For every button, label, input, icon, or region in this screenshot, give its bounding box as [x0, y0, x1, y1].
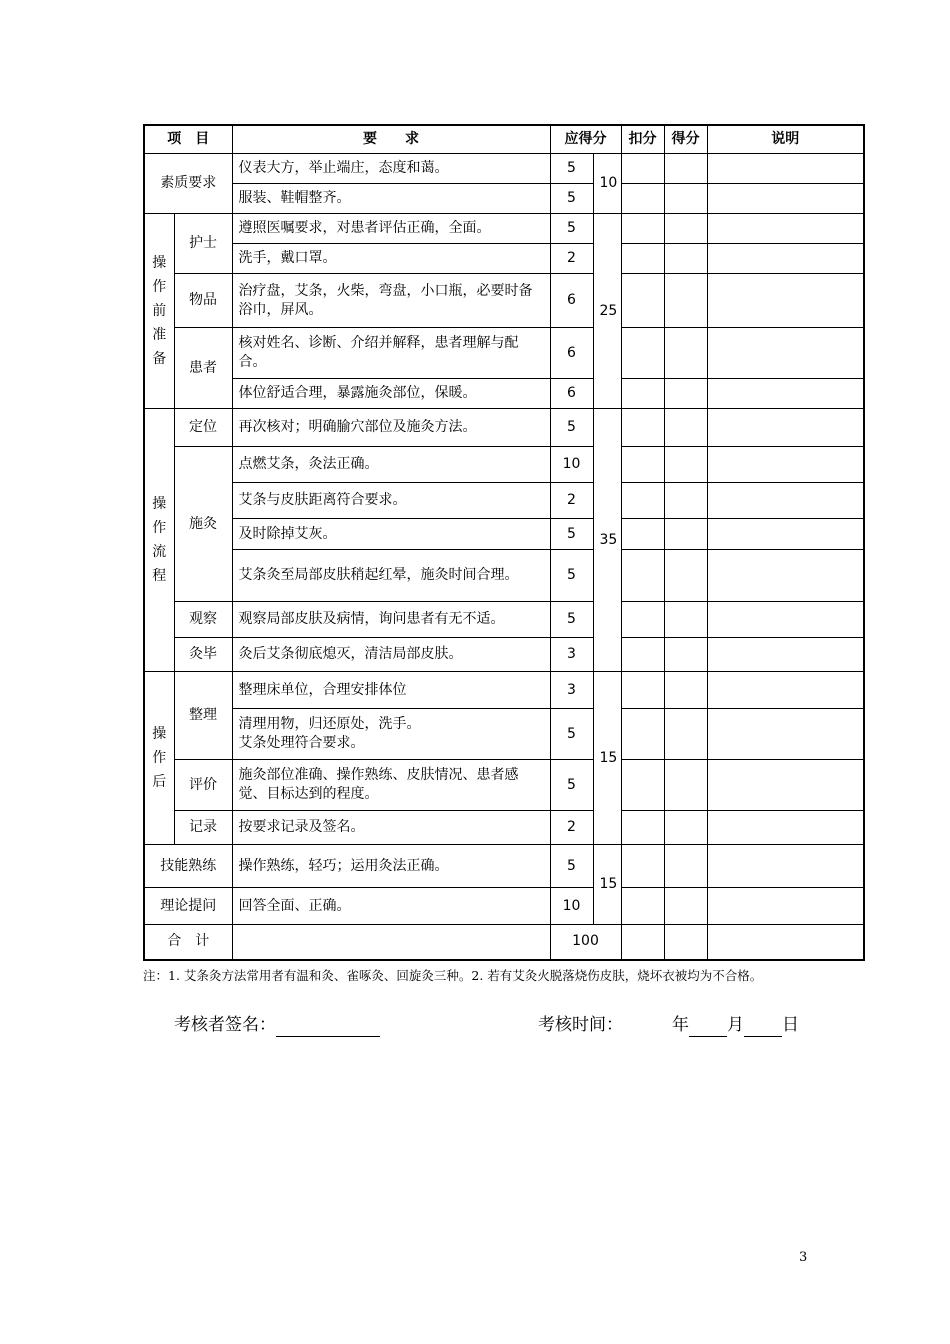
deduct-cell	[621, 379, 664, 409]
sub-tidy: 整理	[174, 672, 232, 760]
sub-finish: 灸毕	[174, 638, 232, 672]
req-cell: 服装、鞋帽整齐。	[232, 184, 550, 214]
table-row	[144, 550, 864, 602]
group-suzhi: 素质要求	[144, 154, 232, 214]
got-cell	[664, 519, 707, 550]
req-cell: 核对姓名、诊断、介绍并解释，患者理解与配合。	[232, 328, 550, 379]
remark-cell	[707, 845, 864, 888]
remark-cell	[707, 602, 864, 638]
group-pre: 操作前准备	[144, 214, 174, 409]
got-cell	[664, 244, 707, 274]
group-total: 25	[593, 214, 621, 409]
deduct-cell	[621, 519, 664, 550]
sum-label: 合 计	[144, 925, 232, 960]
remark-cell	[707, 379, 864, 409]
req-line: 艾条处理符合要求。	[238, 735, 365, 751]
remark-cell	[707, 274, 864, 328]
score-cell: 5	[550, 760, 593, 811]
table-row	[144, 447, 864, 483]
got-cell	[664, 550, 707, 602]
req-cell: 操作熟练，轻巧；运用灸法正确。	[232, 845, 550, 888]
remark-cell	[707, 709, 864, 760]
got-cell	[664, 602, 707, 638]
total-row	[144, 925, 864, 960]
score-cell: 6	[550, 379, 593, 409]
score-cell: 5	[550, 519, 593, 550]
score-cell: 5	[550, 154, 593, 184]
score-cell: 10	[550, 447, 593, 483]
got-cell	[664, 888, 707, 925]
table-row	[144, 519, 864, 550]
header-row	[144, 125, 864, 154]
got-cell	[664, 845, 707, 888]
sum-empty	[232, 925, 550, 960]
req-cell: 灸后艾条彻底熄灭，清洁局部皮肤。	[232, 638, 550, 672]
score-cell: 5	[550, 184, 593, 214]
group-skill: 技能熟练	[144, 845, 232, 888]
sub-items: 物品	[174, 274, 232, 328]
table-row	[144, 709, 864, 760]
group-total: 15	[593, 672, 621, 845]
req-cell: 施灸部位准确、操作熟练、皮肤情况、患者感觉、目标达到的程度。	[232, 760, 550, 811]
table-row	[144, 811, 864, 845]
deduct-cell	[621, 447, 664, 483]
deduct-cell	[621, 154, 664, 184]
year-label: 年	[672, 1015, 689, 1035]
group-total: 35	[593, 409, 621, 672]
score-cell: 2	[550, 244, 593, 274]
table-row	[144, 328, 864, 379]
scoring-table	[143, 124, 865, 961]
score-cell: 3	[550, 638, 593, 672]
header-requirement: 要 求	[232, 125, 550, 154]
remark-cell	[707, 638, 864, 672]
table-row	[144, 638, 864, 672]
remark-cell	[707, 409, 864, 447]
group-flow: 操作流程	[144, 409, 174, 672]
table-row	[144, 154, 864, 184]
got-cell	[664, 328, 707, 379]
group-post: 操作后	[144, 672, 174, 845]
table-row	[144, 184, 864, 214]
deduct-cell	[621, 214, 664, 244]
examiner-label: 考核者签名：	[174, 1015, 276, 1035]
score-cell: 10	[550, 888, 593, 925]
got-cell	[664, 925, 707, 960]
examiner-signature	[174, 1013, 380, 1037]
remark-cell	[707, 672, 864, 709]
table-row	[144, 244, 864, 274]
req-cell: 洗手，戴口罩。	[232, 244, 550, 274]
req-cell: 回答全面、正确。	[232, 888, 550, 925]
remark-cell	[707, 925, 864, 960]
header-remark: 说明	[707, 125, 864, 154]
req-cell: 及时除掉艾灰。	[232, 519, 550, 550]
got-cell	[664, 709, 707, 760]
deduct-cell	[621, 672, 664, 709]
header-got: 得分	[664, 125, 707, 154]
table-row	[144, 274, 864, 328]
deduct-cell	[621, 845, 664, 888]
deduct-cell	[621, 709, 664, 760]
group-theory: 理论提问	[144, 888, 232, 925]
sub-patient: 患者	[174, 328, 232, 409]
got-cell	[664, 379, 707, 409]
header-deduct: 扣分	[621, 125, 664, 154]
deduct-cell	[621, 888, 664, 925]
remark-cell	[707, 519, 864, 550]
header-item: 项 目	[144, 125, 232, 154]
got-cell	[664, 184, 707, 214]
got-cell	[664, 483, 707, 519]
page-number: 3	[799, 1250, 808, 1265]
table-row	[144, 602, 864, 638]
req-cell: 艾条与皮肤距离符合要求。	[232, 483, 550, 519]
remark-cell	[707, 760, 864, 811]
got-cell	[664, 154, 707, 184]
req-cell: 点燃艾条，灸法正确。	[232, 447, 550, 483]
got-cell	[664, 811, 707, 845]
remark-cell	[707, 550, 864, 602]
deduct-cell	[621, 274, 664, 328]
deduct-cell	[621, 925, 664, 960]
score-cell: 2	[550, 811, 593, 845]
sub-record: 记录	[174, 811, 232, 845]
score-cell: 5	[550, 602, 593, 638]
score-cell: 2	[550, 483, 593, 519]
got-cell	[664, 274, 707, 328]
sub-evaluate: 评价	[174, 760, 232, 811]
req-cell: 治疗盘，艾条，火柴，弯盘，小口瓶，必要时备浴巾，屏风。	[232, 274, 550, 328]
req-cell: 艾条灸至局部皮肤稍起红晕，施灸时间合理。	[232, 550, 550, 602]
got-cell	[664, 638, 707, 672]
score-cell: 5	[550, 709, 593, 760]
deduct-cell	[621, 244, 664, 274]
req-cell: 仪表大方，举止端庄，态度和蔼。	[232, 154, 550, 184]
month-label: 月	[727, 1015, 744, 1035]
exam-date	[672, 1013, 799, 1037]
deduct-cell	[621, 184, 664, 214]
remark-cell	[707, 483, 864, 519]
score-cell: 5	[550, 845, 593, 888]
table-row	[144, 379, 864, 409]
deduct-cell	[621, 409, 664, 447]
req-line: 清理用物，归还原处，洗手。	[238, 716, 421, 732]
day-blank[interactable]	[744, 1018, 782, 1037]
sub-observe: 观察	[174, 602, 232, 638]
req-cell: 再次核对；明确腧穴部位及施灸方法。	[232, 409, 550, 447]
got-cell	[664, 214, 707, 244]
exam-time	[538, 1013, 623, 1037]
score-cell: 5	[550, 550, 593, 602]
remark-cell	[707, 184, 864, 214]
sub-moxa: 施灸	[174, 447, 232, 602]
req-cell: 遵照医嘱要求，对患者评估正确，全面。	[232, 214, 550, 244]
header-score: 应得分	[550, 125, 621, 154]
score-cell: 6	[550, 328, 593, 379]
req-cell: 按要求记录及签名。	[232, 811, 550, 845]
time-label: 考核时间：	[538, 1015, 623, 1035]
remark-cell	[707, 214, 864, 244]
remark-cell	[707, 154, 864, 184]
group-total: 10	[593, 154, 621, 214]
score-cell: 5	[550, 409, 593, 447]
sub-locate: 定位	[174, 409, 232, 447]
score-cell: 6	[550, 274, 593, 328]
deduct-cell	[621, 760, 664, 811]
sub-nurse: 护士	[174, 214, 232, 274]
req-cell: 体位舒适合理，暴露施灸部位，保暖。	[232, 379, 550, 409]
table-row	[144, 409, 864, 447]
score-cell: 5	[550, 214, 593, 244]
deduct-cell	[621, 602, 664, 638]
remark-cell	[707, 447, 864, 483]
remark-cell	[707, 811, 864, 845]
deduct-cell	[621, 638, 664, 672]
got-cell	[664, 409, 707, 447]
got-cell	[664, 447, 707, 483]
remark-cell	[707, 244, 864, 274]
deduct-cell	[621, 483, 664, 519]
got-cell	[664, 760, 707, 811]
got-cell	[664, 672, 707, 709]
sum-value: 100	[550, 925, 621, 960]
month-blank[interactable]	[689, 1018, 727, 1037]
remark-cell	[707, 888, 864, 925]
req-cell: 观察局部皮肤及病情，询问患者有无不适。	[232, 602, 550, 638]
footnote: 注：1. 艾条灸方法常用者有温和灸、雀啄灸、回旋灸三种。2. 若有艾灸火脱落烧伤皮肤，烧坏衣被均为不合格。	[143, 968, 763, 983]
examiner-blank[interactable]	[276, 1018, 380, 1037]
group-total: 15	[593, 845, 621, 925]
day-label: 日	[782, 1015, 799, 1035]
score-cell: 3	[550, 672, 593, 709]
req-cell	[232, 709, 550, 760]
table-row	[144, 483, 864, 519]
remark-cell	[707, 328, 864, 379]
table-row	[144, 214, 864, 244]
deduct-cell	[621, 550, 664, 602]
deduct-cell	[621, 811, 664, 845]
table-row	[144, 672, 864, 709]
table-row	[144, 888, 864, 925]
table-row	[144, 760, 864, 811]
req-cell: 整理床单位，合理安排体位	[232, 672, 550, 709]
table-row	[144, 845, 864, 888]
deduct-cell	[621, 328, 664, 379]
